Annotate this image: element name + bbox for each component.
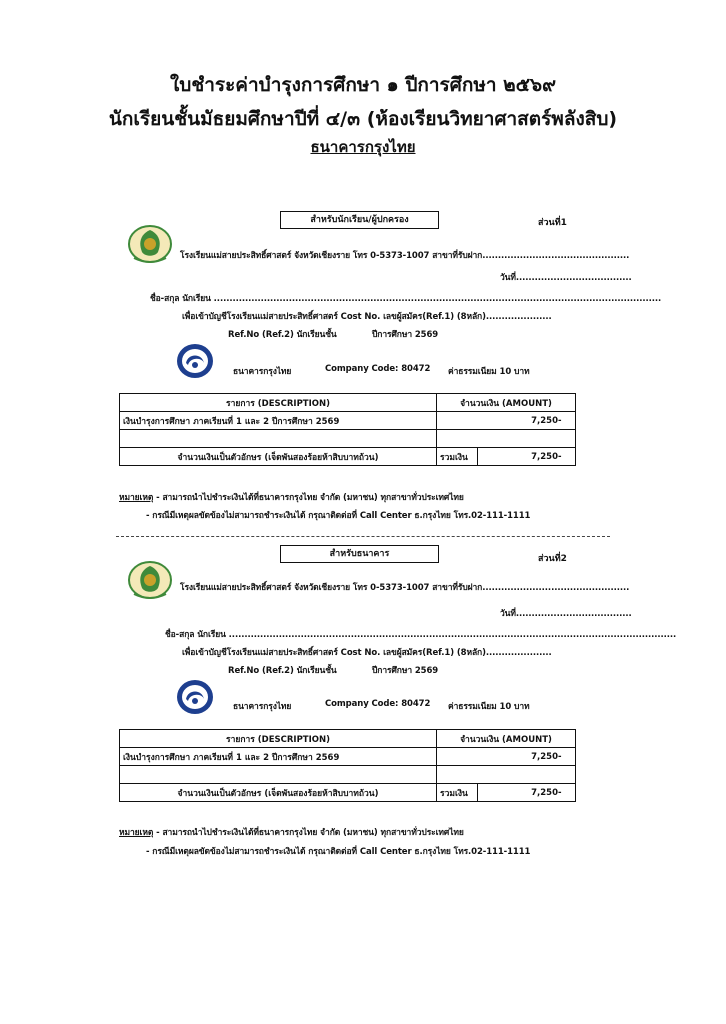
payment-table [119,393,576,466]
section-label: สำหรับธนาคาร [280,545,439,563]
item-description: เงินบำรุงการศึกษา ภาคเรียนที่ 1 และ 2 ปีการศึกษา 2569 [120,412,437,430]
student-name-field: ชื่อ-สกุล นักเรียน ............................................................................................................................................... [150,294,662,304]
column-header-description: รายการ (DESCRIPTION) [120,394,437,412]
note-label: หมายเหตุ [119,493,154,503]
payment-table [119,729,576,802]
total-amount: 7,250 [531,787,558,798]
table-row-empty [120,766,576,784]
page-title-line1: ใบชำระค่าบำรุงการศึกษา ๑ ปีการศึกษา ๒๕๖๙ [169,74,557,96]
note-line-2: - กรณีมีเหตุผลขัดข้องไม่สามารถชำระเงินได้ กรุณาติดต่อที่ Call Center ธ.กรุงไทย โทร.02-111-1111 [146,847,531,857]
part-number: ส่วนที่2 [538,554,567,564]
ktb-bank-logo-icon [176,679,214,715]
total-label: รวมเงิน [437,784,478,802]
company-code: Company Code: 80472 [325,699,431,709]
school-logo-icon [126,560,174,602]
school-info-line: โรงเรียนแม่สายประสิทธิ์ศาสตร์ จังหวัดเชียงราย โทร 0-5373-1007 สาขาที่รับฝาก............................................... [180,583,630,593]
part-number: ส่วนที่1 [538,218,567,228]
ktb-bank-logo-icon [176,343,214,379]
total-amount-suffix: - [558,787,562,798]
bank-name: ธนาคารกรุงไทย [233,702,292,712]
date-field: วันที่..................................... [500,273,632,283]
item-amount-cell [437,412,576,430]
student-name-field: ชื่อ-สกุล นักเรียน ............................................................................................................................................... [165,630,677,640]
academic-year: ปีการศึกษา 2569 [372,330,439,340]
column-header-description: รายการ (DESCRIPTION) [120,730,437,748]
fee-text: ค่าธรรมเนียม 10 บาท [448,702,530,712]
section-label: สำหรับนักเรียน/ผู้ปกครอง [280,211,439,229]
table-row [120,748,576,766]
company-code: Company Code: 80472 [325,364,431,374]
column-header-amount: จำนวนเงิน (AMOUNT) [437,394,576,412]
account-line: เพื่อเข้าบัญชีโรงเรียนแม่สายประสิทธิ์ศาสตร์ Cost No. เลขผู้สมัคร(Ref.1) (8หลัก)..................... [182,312,552,322]
amount-in-words: จำนวนเงินเป็นตัวอักษร (เจ็ดพันสองร้อยห้าสิบบาทถ้วน) [120,448,437,466]
page-title-line2: นักเรียนชั้นมัธยมศึกษาปีที่ ๔/๓ (ห้องเรียนวิทยาศาสตร์พลังสิบ) [108,108,618,130]
note-label: หมายเหตุ [119,828,154,838]
item-amount: 7,250 [531,751,558,762]
note-line-1: หมายเหตุ - สามารถนำไปชำระเงินได้ที่ธนาคารกรุงไทย จำกัด (มหาชน) ทุกสาขาทั่วประเทศไทย [119,493,464,503]
school-info-line: โรงเรียนแม่สายประสิทธิ์ศาสตร์ จังหวัดเชียงราย โทร 0-5373-1007 สาขาที่รับฝาก............................................... [180,251,630,261]
table-row-empty [120,430,576,448]
bank-name: ธนาคารกรุงไทย [233,367,292,377]
column-header-amount: จำนวนเงิน (AMOUNT) [437,730,576,748]
total-amount-cell [478,448,576,466]
page-title-bank: ธนาคารกรุงไทย [310,138,416,156]
table-total-row [120,448,576,466]
amount-in-words: จำนวนเงินเป็นตัวอักษร (เจ็ดพันสองร้อยห้าสิบบาทถ้วน) [120,784,437,802]
item-amount-suffix: - [558,415,562,426]
item-amount: 7,250 [531,415,558,426]
total-amount-suffix: - [558,451,562,462]
total-amount: 7,250 [531,451,558,462]
item-amount-cell [437,748,576,766]
note-line-2: - กรณีมีเหตุผลขัดข้องไม่สามารถชำระเงินได้ กรุณาติดต่อที่ Call Center ธ.กรุงไทย โทร.02-111-1111 [146,511,531,521]
ref2-field: Ref.No (Ref.2) นักเรียนชั้น [228,330,337,340]
item-amount-suffix: - [558,751,562,762]
table-total-row [120,784,576,802]
school-logo-icon [126,224,174,266]
account-line: เพื่อเข้าบัญชีโรงเรียนแม่สายประสิทธิ์ศาสตร์ Cost No. เลขผู้สมัคร(Ref.1) (8หลัก)..................... [182,648,552,658]
ref2-field: Ref.No (Ref.2) นักเรียนชั้น [228,666,337,676]
fee-text: ค่าธรรมเนียม 10 บาท [448,367,530,377]
note-line-1: หมายเหตุ - สามารถนำไปชำระเงินได้ที่ธนาคารกรุงไทย จำกัด (มหาชน) ทุกสาขาทั่วประเทศไทย [119,828,464,838]
item-description: เงินบำรุงการศึกษา ภาคเรียนที่ 1 และ 2 ปีการศึกษา 2569 [120,748,437,766]
total-label: รวมเงิน [437,448,478,466]
table-header-row [120,730,576,748]
academic-year: ปีการศึกษา 2569 [372,666,439,676]
date-field: วันที่..................................... [500,609,632,619]
cut-line-divider [116,536,610,537]
table-row [120,412,576,430]
total-amount-cell [478,784,576,802]
table-header-row [120,394,576,412]
